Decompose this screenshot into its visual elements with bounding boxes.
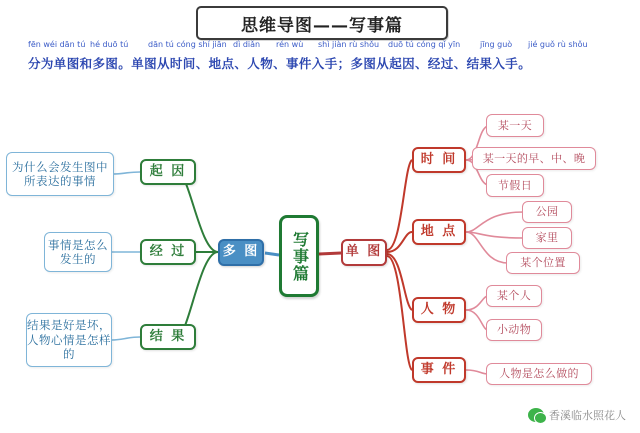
right-leaf-shijian-2[interactable] bbox=[472, 147, 596, 170]
center-node-label: 写事篇 bbox=[290, 230, 310, 282]
right-label-shijian[interactable] bbox=[412, 147, 466, 173]
right-leaf-didian-2-text: 家里 bbox=[535, 231, 559, 245]
right-leaf-didian-3-text: 某个位置 bbox=[520, 256, 566, 270]
branch-node-dantu-label: 单 图 bbox=[345, 244, 383, 260]
left-label-jieguo[interactable] bbox=[140, 324, 196, 350]
left-label-qiyin[interactable] bbox=[140, 159, 196, 185]
left-detail-jingguo[interactable] bbox=[44, 232, 112, 272]
pinyin-segment: rén wù bbox=[276, 40, 304, 49]
footer-account-name: 香溪临水照花人 bbox=[549, 409, 626, 422]
pinyin-segment: dì diǎn bbox=[233, 40, 261, 49]
page-title-text: 思维导图——写事篇 bbox=[241, 15, 403, 36]
pinyin-segment: fēn wéi dān tú bbox=[28, 40, 86, 49]
footer-watermark bbox=[528, 407, 626, 423]
right-leaf-shijian-3-text: 节假日 bbox=[497, 178, 533, 192]
right-leaf-shijian-event-1[interactable] bbox=[486, 363, 592, 385]
left-label-jingguo-text: 经 过 bbox=[149, 243, 187, 259]
branch-node-duotu[interactable] bbox=[218, 239, 264, 266]
wechat-icon bbox=[528, 408, 544, 422]
right-leaf-shijian-event-1-text: 人物是怎么做的 bbox=[499, 367, 579, 381]
branch-node-dantu[interactable] bbox=[341, 239, 387, 266]
center-node-writing[interactable] bbox=[279, 215, 319, 297]
pinyin-row bbox=[28, 40, 612, 54]
left-detail-jieguo-text: 结果是好是坏，人物心情是怎样的 bbox=[27, 318, 111, 362]
left-label-qiyin-text: 起 因 bbox=[149, 163, 187, 179]
right-leaf-shijian-1[interactable] bbox=[486, 114, 544, 137]
right-leaf-shijian-1-text: 某一天 bbox=[497, 118, 533, 132]
right-leaf-didian-1-text: 公园 bbox=[535, 205, 559, 219]
right-label-shijian-text: 时 间 bbox=[420, 151, 458, 167]
right-leaf-didian-3[interactable] bbox=[506, 252, 580, 274]
pinyin-segment: shì jiàn rù shǒu bbox=[318, 40, 380, 49]
left-detail-jieguo[interactable] bbox=[26, 313, 112, 367]
left-detail-qiyin-text: 为什么会发生图中所表达的事情 bbox=[12, 159, 108, 188]
right-leaf-renwu-1[interactable] bbox=[486, 285, 542, 307]
pinyin-segment: jié guǒ rù shǒu bbox=[528, 40, 588, 49]
pinyin-segment: hé duō tú bbox=[90, 40, 129, 49]
right-leaf-didian-2[interactable] bbox=[522, 227, 572, 249]
right-leaf-didian-1[interactable] bbox=[522, 201, 572, 223]
branch-node-duotu-label: 多 图 bbox=[222, 244, 260, 260]
pinyin-segment: duō tú cóng qǐ yīn bbox=[388, 40, 461, 49]
right-leaf-shijian-3[interactable] bbox=[486, 174, 544, 197]
right-leaf-renwu-2[interactable] bbox=[486, 319, 542, 341]
summary-sentence: 分为单图和多图。单图从时间、地点、人物、事件入手；多图从起因、经过、结果入手。 bbox=[28, 56, 532, 71]
right-leaf-shijian-2-text: 某一天的早、中、晚 bbox=[482, 151, 586, 165]
pinyin-segment: dān tú cóng shí jiān bbox=[148, 40, 227, 49]
right-label-didian[interactable] bbox=[412, 219, 466, 245]
right-label-shijian-event-text: 事 件 bbox=[420, 361, 458, 377]
left-detail-jingguo-text: 事情是怎么发生的 bbox=[48, 237, 108, 266]
right-label-renwu-text: 人 物 bbox=[420, 301, 458, 317]
left-label-jieguo-text: 结 果 bbox=[149, 328, 187, 344]
page-title bbox=[196, 6, 448, 40]
left-label-jingguo[interactable] bbox=[140, 239, 196, 265]
right-label-didian-text: 地 点 bbox=[420, 223, 458, 239]
right-leaf-renwu-1-text: 某个人 bbox=[496, 289, 532, 303]
left-detail-qiyin[interactable] bbox=[6, 152, 114, 196]
right-label-shijian-event[interactable] bbox=[412, 357, 466, 383]
right-label-renwu[interactable] bbox=[412, 297, 466, 323]
right-leaf-renwu-2-text: 小动物 bbox=[496, 323, 532, 337]
pinyin-segment: jīng guò bbox=[480, 40, 513, 49]
